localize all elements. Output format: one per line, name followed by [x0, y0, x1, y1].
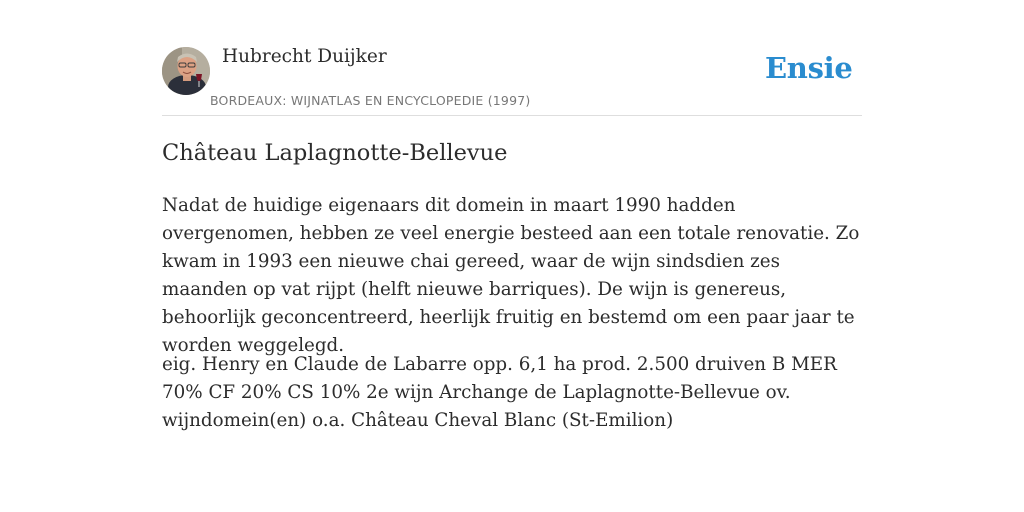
article-title: Château Laplagnotte-Bellevue — [162, 140, 508, 166]
header-divider — [162, 115, 862, 116]
author-name[interactable]: Hubrecht Duijker — [222, 46, 387, 67]
article-paragraph: Nadat de huidige eigenaars dit domein in maart 1990 hadden overgenomen, hebben ze veel energie besteed aan een totale renovatie. Zo kwam in 1993 een nieuwe chai gereed, waar de wijn sindsdien zes maanden op vat rijpt (helft nieuwe barriques). De wijn is genereus, behoorlijk geconcentreerd, heerlijk fruitig en bestemd om een paar jaar te worden weggelegd. — [162, 195, 860, 356]
author-avatar[interactable] — [162, 47, 210, 95]
ensie-logo[interactable]: Ensie — [765, 51, 853, 85]
source-title[interactable]: BORDEAUX: WIJNATLAS EN ENCYCLOPEDIE (1997) — [210, 93, 531, 108]
article-details: eig. Henry en Claude de Labarre opp. 6,1 ha prod. 2.500 druiven B MER 70% CF 20% CS 10% 2e wijn Archange de Laplagnotte-Bellevue ov. wijndomein(en) o.a. Château Cheval Blanc (St-Emilion) — [162, 354, 837, 431]
